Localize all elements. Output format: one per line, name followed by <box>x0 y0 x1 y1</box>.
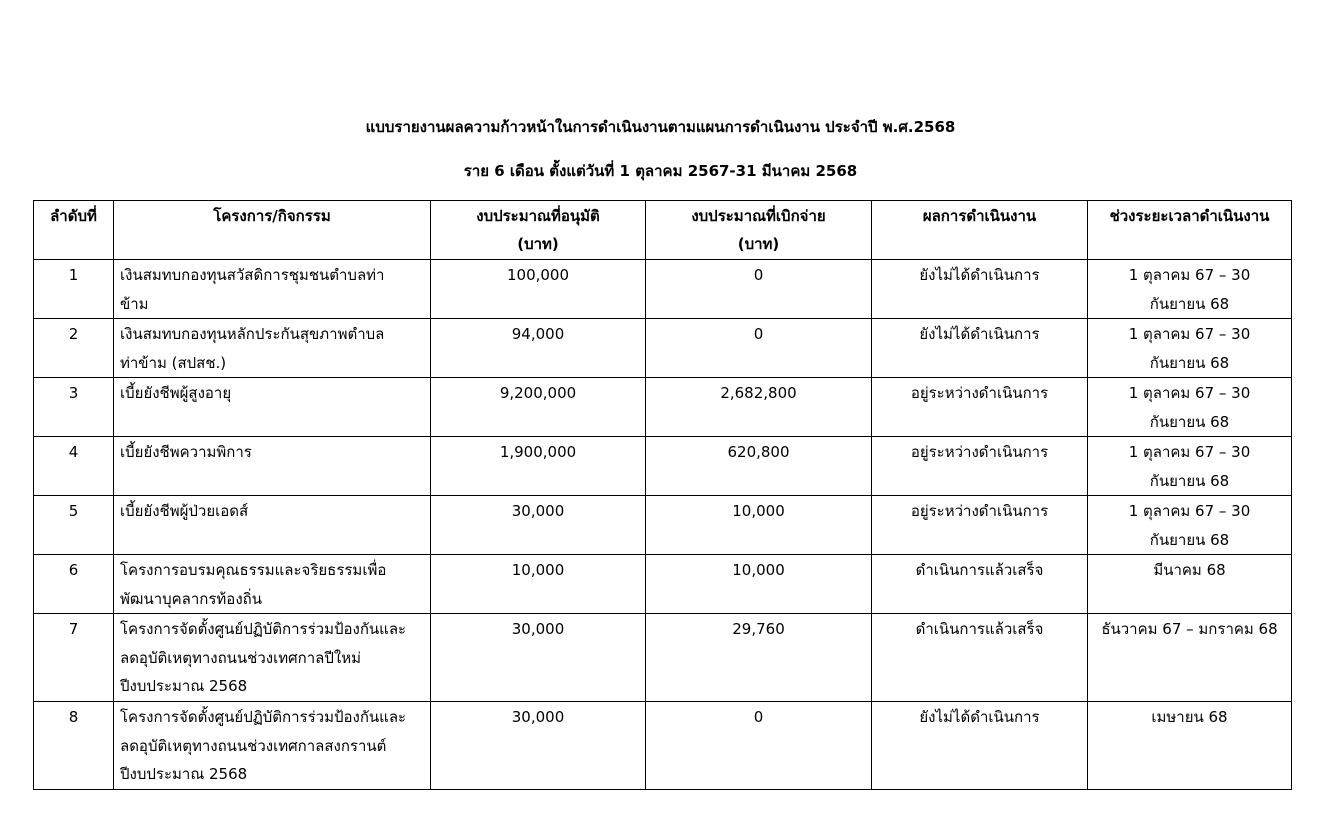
cell-approved-budget: 10,000 <box>431 555 646 614</box>
table-body <box>34 260 1292 790</box>
cell-project-line: เงินสมทบกองทุนสวัสดิการชุมชนตำบลท่า <box>120 266 385 284</box>
cell-approved-budget: 30,000 <box>431 496 646 555</box>
cell-period-line: กันยายน 68 <box>1149 471 1230 490</box>
header-period: ช่วงระยะเวลาดำเนินงาน <box>1088 201 1292 260</box>
cell-period <box>1088 378 1292 437</box>
table-row <box>34 614 1292 702</box>
cell-period <box>1088 555 1292 614</box>
cell-disbursed-budget: 10,000 <box>646 555 872 614</box>
cell-period-line: กันยายน 68 <box>1149 353 1230 372</box>
cell-project <box>114 496 431 555</box>
cell-period-line: ธันวาคม 67 – มกราคม 68 <box>1101 620 1278 638</box>
cell-project-line: โครงการจัดตั้งศูนย์ปฏิบัติการร่วมป้องกันและ <box>120 620 407 638</box>
cell-result: อยู่ระหว่างดำเนินการ <box>872 378 1088 437</box>
cell-result: อยู่ระหว่างดำเนินการ <box>872 496 1088 555</box>
progress-report-table <box>33 200 1292 790</box>
cell-project <box>114 555 431 614</box>
cell-period <box>1088 496 1292 555</box>
cell-disbursed-budget: 2,682,800 <box>646 378 872 437</box>
cell-project-line: ท่าข้าม (สปสช.) <box>120 353 227 372</box>
table-header-row <box>34 201 1292 260</box>
header-approved-budget-unit: (บาท) <box>517 235 559 253</box>
cell-project <box>114 260 431 319</box>
cell-project <box>114 702 431 790</box>
cell-project-line: เบี้ยยังชีพผู้สูงอายุ <box>120 384 232 402</box>
header-approved-budget-label: งบประมาณที่อนุมัติ <box>476 207 600 225</box>
cell-approved-budget: 1,900,000 <box>431 437 646 496</box>
cell-project <box>114 437 431 496</box>
cell-project-line: เงินสมทบกองทุนหลักประกันสุขภาพตำบล <box>120 325 385 343</box>
cell-project-line: ปีงบประมาณ 2568 <box>120 765 248 783</box>
cell-result: ดำเนินการแล้วเสร็จ <box>872 614 1088 702</box>
cell-disbursed-budget: 0 <box>646 319 872 378</box>
table-row <box>34 260 1292 319</box>
cell-no: 6 <box>34 555 114 614</box>
cell-period-line: มีนาคม 68 <box>1153 561 1226 579</box>
cell-result: ยังไม่ได้ดำเนินการ <box>872 319 1088 378</box>
cell-period-line: กันยายน 68 <box>1149 294 1230 313</box>
cell-disbursed-budget: 10,000 <box>646 496 872 555</box>
cell-disbursed-budget: 29,760 <box>646 614 872 702</box>
cell-no: 7 <box>34 614 114 702</box>
header-disbursed-budget-label: งบประมาณที่เบิกจ่าย <box>691 207 826 225</box>
document-subtitle: ราย 6 เดือน ตั้งแต่วันที่ 1 ตุลาคม 2567-31 มีนาคม 2568 <box>463 162 858 180</box>
cell-project <box>114 614 431 702</box>
cell-project-line: ปีงบประมาณ 2568 <box>120 677 248 695</box>
cell-approved-budget: 100,000 <box>431 260 646 319</box>
cell-project-line: โครงการจัดตั้งศูนย์ปฏิบัติการร่วมป้องกันและ <box>120 708 407 726</box>
cell-approved-budget: 9,200,000 <box>431 378 646 437</box>
cell-no: 2 <box>34 319 114 378</box>
cell-period-line: กันยายน 68 <box>1149 412 1230 431</box>
table-row <box>34 702 1292 790</box>
table-row <box>34 496 1292 555</box>
table-row <box>34 378 1292 437</box>
cell-project-line: ข้าม <box>120 294 149 313</box>
cell-project-line: ลดอุบัติเหตุทางถนนช่วงเทศกาลปีใหม่ <box>120 648 361 667</box>
cell-result: ดำเนินการแล้วเสร็จ <box>872 555 1088 614</box>
cell-project-line: ลดอุบัติเหตุทางถนนช่วงเทศกาลสงกรานต์ <box>120 736 387 755</box>
cell-no: 4 <box>34 437 114 496</box>
cell-result: ยังไม่ได้ดำเนินการ <box>872 702 1088 790</box>
header-approved-budget <box>431 201 646 260</box>
header-no: ลำดับที่ <box>34 201 114 260</box>
cell-no: 1 <box>34 260 114 319</box>
cell-approved-budget: 94,000 <box>431 319 646 378</box>
cell-approved-budget: 30,000 <box>431 614 646 702</box>
cell-period <box>1088 702 1292 790</box>
cell-period-line: 1 ตุลาคม 67 – 30 <box>1128 443 1251 461</box>
cell-project <box>114 378 431 437</box>
cell-period-line: 1 ตุลาคม 67 – 30 <box>1128 384 1251 402</box>
cell-disbursed-budget: 620,800 <box>646 437 872 496</box>
cell-disbursed-budget: 0 <box>646 702 872 790</box>
cell-period-line: เมษายน 68 <box>1151 708 1228 726</box>
header-project: โครงการ/กิจกรรม <box>114 201 431 260</box>
header-result: ผลการดำเนินงาน <box>872 201 1088 260</box>
table-row <box>34 319 1292 378</box>
cell-no: 3 <box>34 378 114 437</box>
cell-period <box>1088 319 1292 378</box>
cell-no: 8 <box>34 702 114 790</box>
cell-project <box>114 319 431 378</box>
cell-period <box>1088 437 1292 496</box>
cell-project-line: เบี้ยยังชีพความพิการ <box>120 443 252 461</box>
cell-period <box>1088 260 1292 319</box>
cell-period-line: 1 ตุลาคม 67 – 30 <box>1128 266 1251 284</box>
cell-no: 5 <box>34 496 114 555</box>
cell-period-line: 1 ตุลาคม 67 – 30 <box>1128 502 1251 520</box>
cell-period-line: 1 ตุลาคม 67 – 30 <box>1128 325 1251 343</box>
cell-period-line: กันยายน 68 <box>1149 530 1230 549</box>
cell-result: ยังไม่ได้ดำเนินการ <box>872 260 1088 319</box>
cell-approved-budget: 30,000 <box>431 702 646 790</box>
cell-period <box>1088 614 1292 702</box>
table-row <box>34 437 1292 496</box>
header-disbursed-budget <box>646 201 872 260</box>
cell-project-line: โครงการอบรมคุณธรรมและจริยธรรมเพื่อ <box>120 561 387 579</box>
header-disbursed-budget-unit: (บาท) <box>737 235 780 253</box>
cell-project-line: เบี้ยยังชีพผู้ป่วยเอดส์ <box>120 502 249 520</box>
table-row <box>34 555 1292 614</box>
document-title: แบบรายงานผลความก้าวหน้าในการดำเนินงานตามแผนการดำเนินงาน ประจำปี พ.ศ.2568 <box>365 118 956 136</box>
cell-project-line: พัฒนาบุคลากรท้องถิ่น <box>120 589 262 608</box>
cell-result: อยู่ระหว่างดำเนินการ <box>872 437 1088 496</box>
cell-disbursed-budget: 0 <box>646 260 872 319</box>
